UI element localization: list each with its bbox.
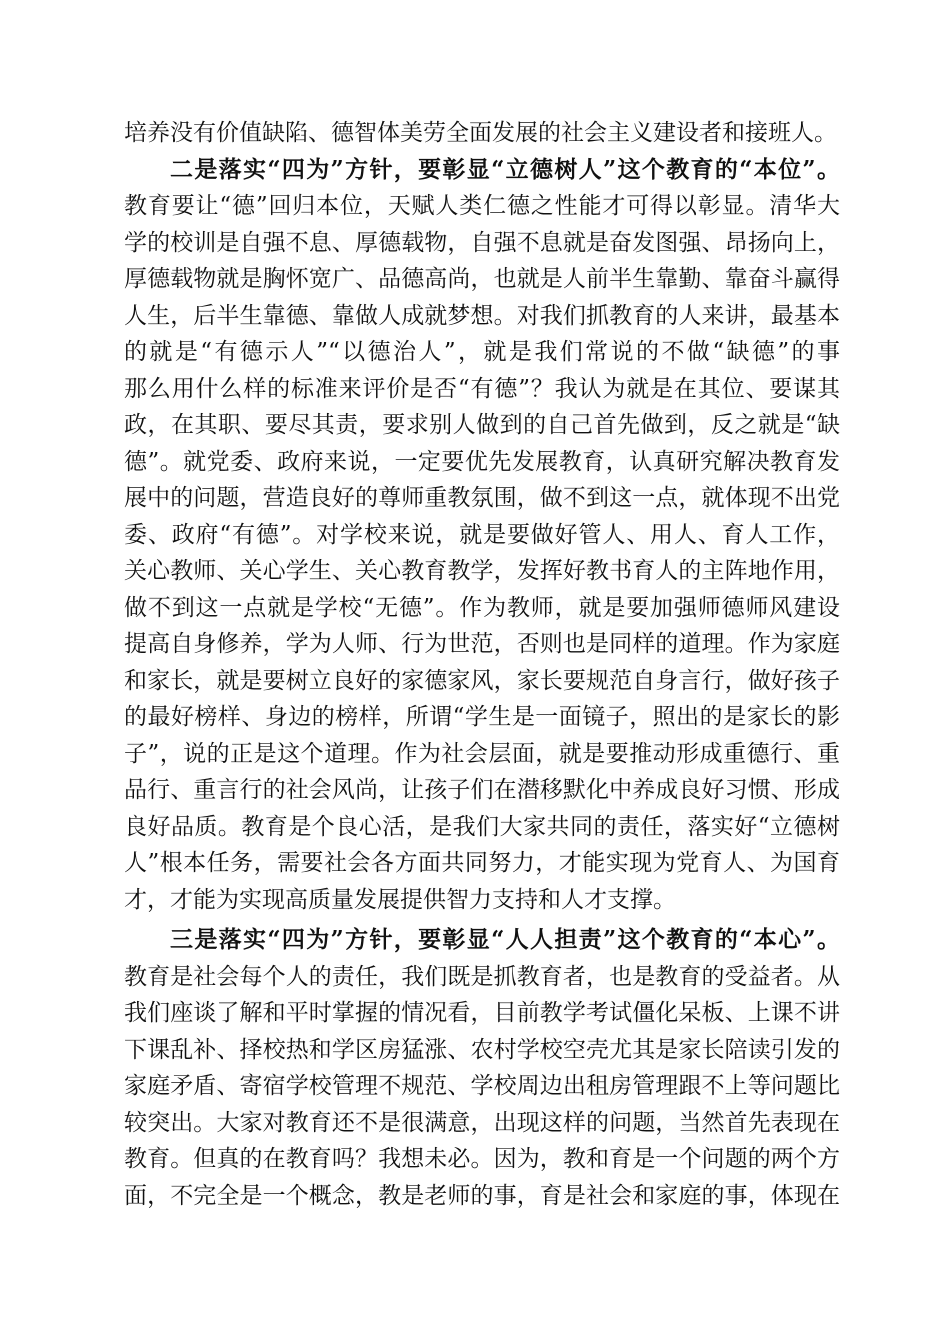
text-line: 培养没有价值缺陷、德智体美劳全面发展的社会主义建设者和接班人。 [124, 120, 837, 146]
text-line: 和家长，就是要树立良好的家德家风，家长要规范自身言行，做好孩子 [124, 667, 840, 694]
section-heading-2: 二是落实“四为”方针，要彰显“立德树人”这个教育的“本位”。 [170, 155, 840, 183]
text-line: 委、政府“有德”。对学校来说，就是要做好管人、用人、育人工作， [124, 521, 840, 548]
text-line: 提高自身修养，学为人师、行为世范，否则也是同样的道理。作为家庭 [124, 631, 840, 657]
text-line: 的就是“有德示人”“以德治人”，就是我们常说的不做“缺德”的事 [124, 339, 840, 365]
text-line: 政，在其职、要尽其责，要求别人做到的自己首先做到，反之就是“缺 [124, 412, 840, 438]
text-line: 人生，后半生靠德、靠做人成就梦想。对我们抓教育的人来讲，最基本 [124, 302, 840, 329]
text-line: 教育是社会每个人的责任，我们既是抓教育者，也是教育的受益者。从 [124, 963, 840, 990]
text-line: 子”，说的正是这个道理。作为社会层面，就是要推动形成重德行、重 [124, 740, 840, 767]
text-line: 展中的问题，营造良好的尊师重教氛围，做不到这一点，就体现不出党 [124, 485, 840, 511]
text-line: 家庭矛盾、寄宿学校管理不规范、学校周边出租房管理跟不上等问题比 [124, 1073, 840, 1099]
text-line: 品行、重言行的社会风尚，让孩子们在潜移默化中养成良好习惯、形成 [124, 777, 840, 803]
text-line: 良好品质。教育是个良心活，是我们大家共同的责任，落实好“立德树 [124, 813, 840, 840]
text-line: 德”。就党委、政府来说，一定要优先发展教育，认真研究解决教育发 [124, 448, 840, 475]
text-line: 下课乱补、择校热和学区房猛涨、农村学校空壳尤其是家长陪读引发的 [124, 1036, 840, 1063]
text-line: 我们座谈了解和平时掌握的情况看，目前教学考试僵化呆板、上课不讲 [124, 1000, 840, 1026]
section-heading-3: 三是落实“四为”方针，要彰显“人人担责”这个教育的“本心”。 [170, 926, 840, 953]
text-line: 教育。但真的在教育吗？我想未必。因为，教和育是一个问题的两个方 [124, 1146, 840, 1172]
document-page [124, 115, 840, 1214]
text-line: 学的校训是自强不息、厚德载物，自强不息就是奋发图强、昂扬向上， [124, 229, 840, 256]
text-line: 面，不完全是一个概念，教是老师的事，育是社会和家庭的事，体现在 [124, 1182, 840, 1209]
text-line: 的最好榜样、身边的榜样，所谓“学生是一面镜子，照出的是家长的影 [124, 704, 840, 730]
text-line: 才，才能为实现高质量发展提供智力支持和人才支撑。 [124, 886, 676, 913]
text-line: 厚德载物就是胸怀宽广、品德高尚，也就是人前半生靠勤、靠奋斗赢得 [124, 266, 840, 292]
text-line: 人”根本任务，需要社会各方面共同努力，才能实现为党育人、为国育 [124, 850, 840, 876]
text-line: 较突出。大家对教育还不是很满意，出现这样的问题，当然首先表现在 [124, 1109, 840, 1136]
text-line: 关心教师、关心学生、关心教育教学，发挥好教书育人的主阵地作用， [124, 558, 840, 584]
text-line: 做不到这一点就是学校“无德”。作为教师，就是要加强师德师风建设 [124, 594, 840, 621]
text-line: 那么用什么样的标准来评价是否“有德”？我认为就是在其位、要谋其 [124, 375, 840, 402]
text-line: 教育要让“德”回归本位，天赋人类仁德之性能才可得以彰显。清华大 [124, 193, 840, 219]
